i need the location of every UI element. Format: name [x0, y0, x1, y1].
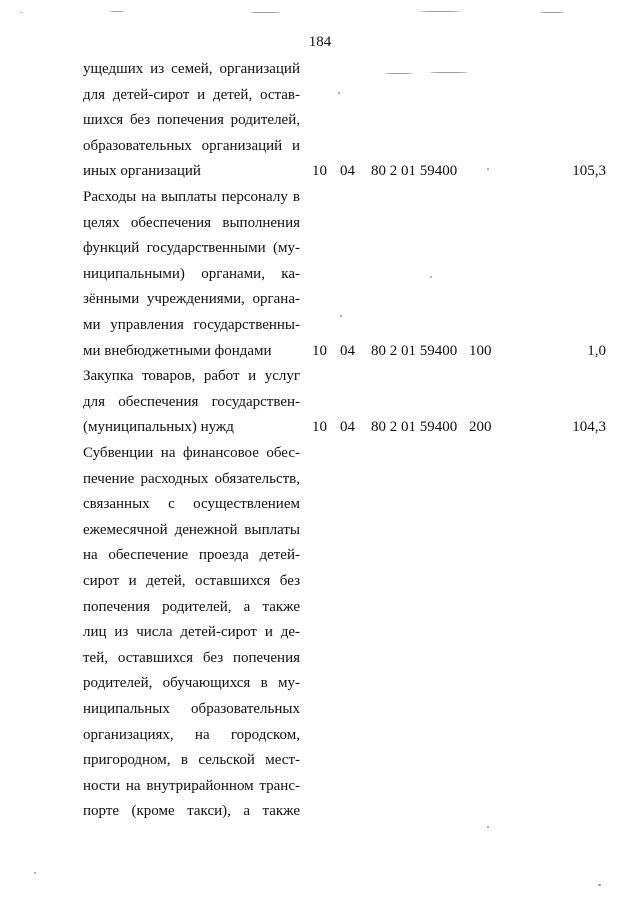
description-line: иных организаций	[83, 163, 201, 180]
amount: 104,3	[572, 419, 606, 436]
description-line: для обеспечения государствен-	[83, 393, 300, 410]
scan-speck	[34, 872, 36, 874]
description-line: печение расходных обязательств,	[83, 470, 300, 487]
expense-type-code: 100	[469, 342, 492, 359]
target-article-code: 80 2 01 59400	[371, 163, 458, 180]
scan-speck	[430, 72, 468, 73]
description-line: шихся без попечения родителей,	[83, 112, 300, 129]
description-line: (муниципальных) нужд	[83, 419, 234, 436]
target-article-code: 80 2 01 59400	[371, 419, 458, 436]
description-line: сирот и детей, оставшихся без	[83, 572, 300, 589]
description-line: на обеспечение проезда детей-	[83, 547, 300, 564]
section-code: 10	[312, 419, 327, 436]
scan-speck	[430, 276, 432, 278]
description-line: ежемесячной денежной выплаты	[83, 521, 300, 538]
amount: 105,3	[572, 163, 606, 180]
description-line: образовательных организаций и	[83, 137, 300, 154]
scan-speck	[487, 168, 489, 170]
subsection-code: 04	[340, 163, 355, 180]
scan-speck	[338, 92, 340, 94]
description-line: попечения родителей, а также	[83, 598, 300, 615]
row-description	[83, 57, 300, 185]
description-line: лиц из числа детей-сирот и де-	[83, 624, 300, 641]
description-line: ми внебюджетными фондами	[83, 342, 272, 359]
page-number: 184	[308, 34, 332, 50]
description-line: ущедших из семей, организаций	[83, 61, 300, 77]
description-line: пригородном, в сельской мест-	[83, 752, 300, 769]
scan-speck	[340, 315, 342, 317]
description-line: для детей-сирот и детей, остав-	[83, 86, 300, 103]
row-description	[83, 441, 300, 825]
scan-speck	[487, 826, 489, 828]
row-description	[83, 185, 300, 364]
description-line: связанных с осуществлением	[83, 496, 300, 513]
scan-speck	[110, 11, 124, 12]
subsection-code: 04	[340, 342, 355, 359]
scan-speck	[385, 73, 413, 74]
section-code: 10	[312, 163, 327, 180]
scan-speck	[20, 12, 22, 13]
description-line: целях обеспечения выполнения	[83, 214, 300, 231]
scan-speck	[250, 12, 280, 13]
scan-speck	[540, 12, 564, 13]
description-line: родителей, обучающихся в му-	[83, 675, 300, 692]
description-line: ниципальных образовательных	[83, 700, 300, 717]
scan-speck	[598, 884, 601, 886]
scan-speck	[420, 11, 460, 12]
description-line: ности на внутрирайонном транс-	[83, 777, 300, 794]
row-description	[83, 364, 300, 441]
description-line: ми управления государственны-	[83, 316, 300, 333]
subsection-code: 04	[340, 419, 355, 436]
description-line: Расходы на выплаты персоналу в	[83, 189, 300, 205]
amount: 1,0	[587, 342, 606, 359]
description-line: функций государственными (му-	[83, 240, 300, 257]
section-code: 10	[312, 342, 327, 359]
description-line: зёнными учреждениями, органа-	[83, 291, 300, 308]
description-line: тей, оставшихся без попечения	[83, 649, 300, 666]
description-line: Субвенции на финансовое обес-	[83, 445, 300, 461]
description-line: порте (кроме такси), а также	[83, 803, 300, 820]
description-line: организациях, на городском,	[83, 726, 300, 743]
expense-type-code: 200	[469, 419, 492, 436]
target-article-code: 80 2 01 59400	[371, 342, 458, 359]
description-line: Закупка товаров, работ и услуг	[83, 368, 300, 384]
description-line: ниципальными) органами, ка-	[83, 265, 300, 282]
